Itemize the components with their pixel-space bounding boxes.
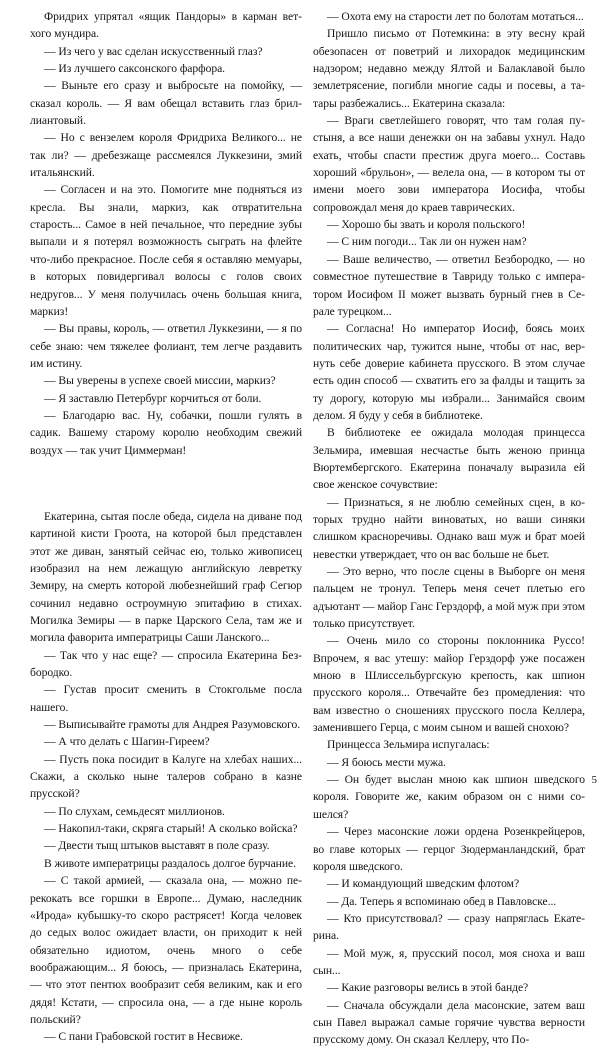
paragraph: — Через масонские ложи ордена Розенкрейцеров, во главе которых — герцог Зюдерманландский, брат короля шведского. bbox=[313, 825, 585, 873]
paragraph: В животе императрицы раздалось долгое бурчание. bbox=[44, 856, 296, 870]
paragraph: — Враги светлейшего говорят, что там голая пустыня, а все наши денежки он на забавы ухнул. Надо ехать, чтобы спасти престиж друга моего... Составь хороший «брульон», — велела она, — в котором ты от имени моего зови императора Иосифа, чтобы сопровождал меня до краев таврических. bbox=[313, 114, 585, 214]
paragraph: — Согласен и на это. Помогите мне подняться из кресла. Вы знали, маркиз, как отвратительна старость... Самое в ней печальное, что передние зубы выпали и я потерял возможность сыграть на флейте что-либо прекрасное. После себя я оставляю мемуары, в которых повидергивал волосы с голов своих недругов... У меня получилась очень большая книга, маркиз! bbox=[30, 183, 302, 318]
paragraph: — Но с вензелем короля Фридриха Великого... не так ли? — дребезжаще рассмеялся Луккезини, змий итальянский. bbox=[30, 131, 302, 180]
paragraph: — И командующий шведским флотом? bbox=[327, 877, 520, 891]
section-break bbox=[30, 475, 302, 492]
paragraph: — Я заставлю Петербург корчиться от боли. bbox=[44, 391, 262, 405]
paragraph: — Так что у нас еще? — спросила Екатерина Безбородко. bbox=[30, 648, 302, 680]
paragraph: В библиотеке ее ожидала молодая принцесса Зельмира, имевшая несчастье быть женою принца Вюртембергского. Екатерина поначалу выразила ей свое женское сочувствие: bbox=[313, 426, 585, 492]
paragraph: — Охота ему на старости лет по болотам мотаться... bbox=[327, 10, 584, 23]
paragraph: Пришло письмо от Потемкина: в эту весну край обезопасен от поветрий и лихорадок медицинским надзором; недавно между Ялтой и Балаклавой было землетрясение, погибли многие сады и посевы, а татары разбежались... Екатерина сказала: bbox=[313, 27, 585, 110]
paragraph: — Признаться, я не люблю семейных сцен, в которых трудно найти виноватых, но ваши синяки слишком красноречивы. Однако ваш муж и брат моей невестки утверждает, что он вас больше не бьет. bbox=[313, 495, 585, 561]
paragraph: — Благодарю вас. Ну, собачки, пошли гулять в садик. Вашему старому королю необходим свежий воздух — так учит Циммерман! bbox=[30, 408, 302, 457]
paragraph: — Сначала обсуждали дела масонские, затем ваш сын Павел выражал самые горячие чувства верности прусскому дому. Он сказал Келлеру, что По- bbox=[313, 998, 585, 1047]
paragraph: Екатерина, сытая после обеда, сидела на диване под картиной кисти Гроота, на которой был представлен этот же диван, занятый сейчас ею, только живописец изобразил на нем лежащую английскую левретку Земиру, на смерть которой любезнейший граф Сегюр сочинил недавно остроумную эпитафию в стихах. Могилка Земиры — в парке Царского Села, там же и могила фаворита императрицы Саши Ланского... bbox=[30, 509, 302, 645]
paragraph: — Ваше величество, — ответил Безбородко, — но совместное путешествие в Тавриду только с императором Иосифом II может вызвать бурный гнев в Серале турецком... bbox=[313, 252, 585, 318]
paragraph: — Густав просит сменить в Стокгольме посла нашего. bbox=[30, 683, 302, 714]
paragraph: — Он будет выслан мною как шпион шведского короля. Говорите же, каким образом он с ними сошелся? bbox=[313, 773, 585, 821]
paragraph: — Накопил-таки, скряга старый! А сколько войска? bbox=[44, 822, 298, 836]
paragraph: — Кто присутствовал? — сразу напряглась Екатерина. bbox=[313, 911, 585, 943]
paragraph: — По слухам, семьдесят миллионов. bbox=[44, 804, 225, 818]
paragraph: Фридрих упрятал «ящик Пандоры» в карман ветхого мундира. bbox=[30, 10, 302, 41]
paragraph: — А что делать с Шагин-Гиреем? bbox=[44, 735, 210, 749]
paragraph: — Вы уверены в успехе своей миссии, маркиз? bbox=[44, 374, 276, 388]
right-column bbox=[313, 8, 585, 1049]
paragraph: — Это верно, что после сцены в Выборге он меня пальцем не тронул. Теперь меня сечет плетью его адъютант — майор Ганс Герздорф, а мой муж при этом только присутствует. bbox=[313, 565, 585, 631]
left-column bbox=[30, 8, 302, 1046]
paragraph: — Выньте его сразу и выбросьте на помойку, — сказал король. — Я вам обещал вставить глаз бриллиантовый. bbox=[30, 79, 302, 128]
paragraph: — Из чего у вас сделан искусственный глаз? bbox=[44, 44, 263, 58]
paragraph: — Да. Теперь я вспоминаю обед в Павловске... bbox=[327, 894, 557, 908]
paragraph: — Я боюсь мести мужа. bbox=[327, 755, 446, 769]
page-number: 5 bbox=[591, 774, 597, 786]
paragraph: — С ним погоди... Так ли он нужен нам? bbox=[327, 235, 527, 249]
paragraph: — Мой муж, я, прусский посол, моя сноха и ваш сын... bbox=[313, 946, 585, 977]
paragraph: — Пусть пока посидит в Калуге на хлебах наших... Скажи, а сколько ныне талеров собрано в казне прусской? bbox=[30, 752, 302, 801]
paragraph: — С пани Грабовской гостит в Несвиже. bbox=[44, 1030, 243, 1044]
paragraph: — Очень мило со стороны поклонника Руссо! Впрочем, я вас утешу: майор Герздорф уже посажен мною в Шлиссельбургскую крепость, как шпион прусского короля... Отвечайте без промедления: что вам известно о сношениях прусского посла Келлера, заменившего Герца, с моим сыном и вашей снохою? bbox=[313, 634, 585, 735]
paragraph: — Вы правы, король, — ответил Луккезини, — я по себе знаю: чем тяжелее фолиант, тем легче раздавить им истину. bbox=[30, 322, 302, 370]
paragraph: — Из лучшего саксонского фарфора. bbox=[44, 62, 226, 76]
paragraph: — С такой армией, — сказала она, — можно перекокать все горшки в Европе... Думаю, наследник «Ирода» кубышку-то скоро растрясет! Когда человек до седых волос ожидает власти, он приходит к ней обязательно идиотом, очень много о себе воображающим... Я боюсь, — призналась Екатерина, — что этот пентюх вообразит себя великим, как и его дядя! Кстати, — спросила она, — а где ныне король польский? bbox=[30, 874, 302, 1026]
paragraph: — Двести тыщ штыков выставят в поле сразу. bbox=[44, 839, 270, 853]
paragraph: — Хорошо бы звать и короля польского! bbox=[327, 218, 526, 232]
paragraph: — Выписывайте грамоты для Андрея Разумовского. bbox=[44, 718, 301, 732]
paragraph: — Какие разговоры велись в этой банде? bbox=[327, 981, 529, 995]
paragraph: — Согласна! Но император Иосиф, боясь моих политических чар, тужится ныне, чтобы от нас, вернуть себе доверие кабинета прусского. В этом случае есть один способ — схватить его за фалды и тащить за ту дорогу, которую мы избрали... Занимайся своим делом. Я буду у себя в библиотеке. bbox=[313, 322, 585, 422]
paragraph: Принцесса Зельмира испугалась: bbox=[327, 738, 490, 752]
